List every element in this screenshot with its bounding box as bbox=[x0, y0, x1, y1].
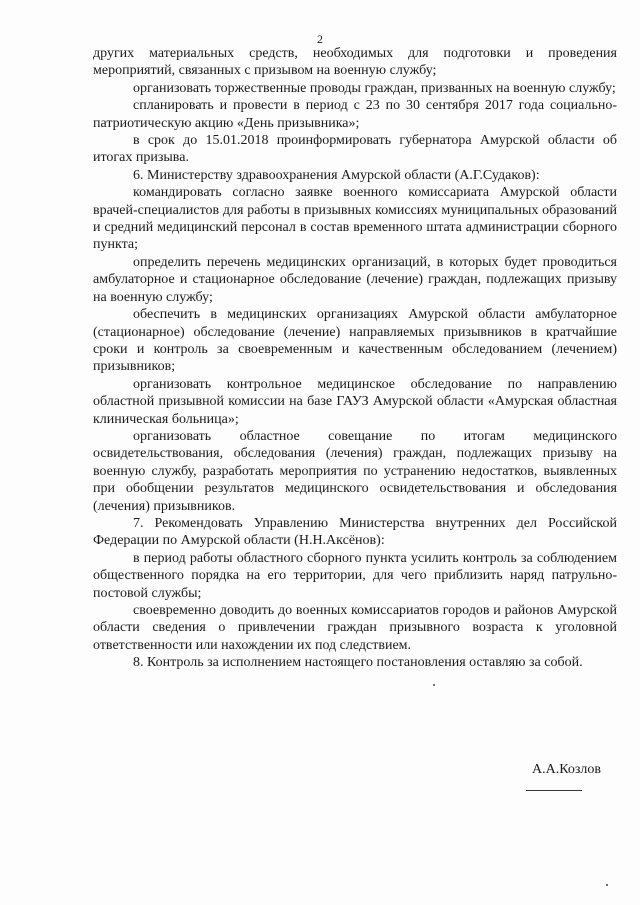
paragraph: спланировать и провести в период с 23 по 30 сентября 2017 года социально-патриотическую акцию «День призывника»; bbox=[93, 98, 617, 131]
page-number: 2 bbox=[317, 32, 323, 46]
signature-underline bbox=[526, 790, 582, 791]
paragraph: организовать областное совещание по итогам медицинского освидетельствования, обследования (лечения) граждан, подлежащих призыву на военную службу, разработать мероприятия по устранению недостатков, выявленных при обобщении результатов медицинского освидетельствования и обследования (лечения) призывников. bbox=[93, 428, 617, 514]
paragraph: организовать торжественные проводы граждан, призванных на военную службу; bbox=[133, 80, 616, 96]
paragraph: в срок до 15.01.2018 проинформировать губернатора Амурской области об итогах призыва. bbox=[93, 133, 617, 166]
document-body bbox=[93, 45, 617, 672]
paragraph: определить перечень медицинских организаций, в которых будет проводиться амбулаторное и стационарное обследование (лечение) граждан, подлежащих призыву на военную службу; bbox=[93, 254, 617, 305]
paragraph: в период работы областного сборного пункта усилить контроль за соблюдением общественного порядка на его территории, для чего приблизить наряд патрульно-постовой службы; bbox=[93, 550, 617, 601]
section-heading: 7. Рекомендовать Управлению Министерства внутренних дел Российской Федерации по Амурской области (Н.Н.Аксёнов): bbox=[93, 515, 617, 549]
signature-name: А.А.Козлов bbox=[532, 762, 601, 777]
paragraph: своевременно доводить до военных комиссариатов городов и районов Амурской области сведения о привлечении граждан призывного возраста к уголовной ответственности или нахождении их под следствием. bbox=[93, 603, 617, 653]
paragraph: 8. Контроль за исполнением настоящего постановления оставляю за собой. bbox=[133, 655, 583, 671]
section-heading: 6. Министерству здравоохранения Амурской области (А.Г.Судаков): bbox=[133, 167, 540, 183]
scan-speck bbox=[606, 884, 608, 886]
paragraph: командировать согласно заявке военного комиссариата Амурской области врачей-специалистов для работы в призывных комиссиях муниципальных образований и средний медицинский персонал в состав временного штата администрации сборного пункта; bbox=[93, 185, 617, 253]
paragraph: других материальных средств, необходимых для подготовки и проведения мероприятий, связанных с призывом на военную службу; bbox=[93, 46, 617, 79]
scan-speck bbox=[433, 684, 435, 686]
paragraph: организовать контрольное медицинское обследование по направлению областной призывной комиссии на базе ГАУЗ Амурской области «Амурская областная клиническая больница»; bbox=[93, 376, 617, 427]
paragraph: обеспечить в медицинских организациях Амурской области амбулаторное (стационарное) обследование (лечение) направляемых призывников в кратчайшие сроки и контроль за своевременным и качественным обследованием (лечением) призывников; bbox=[93, 307, 617, 375]
